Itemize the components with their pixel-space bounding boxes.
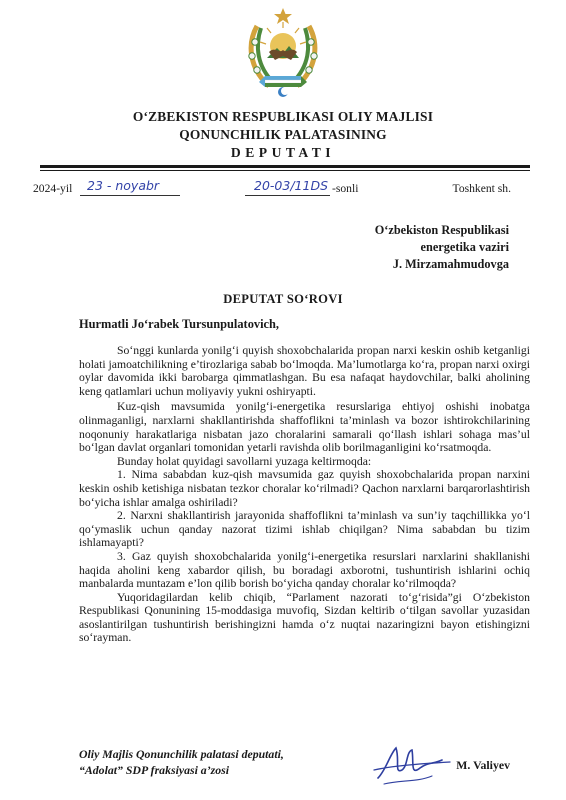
question-3: 3. Gaz quyish shoxobchalarida yonilg‘i-energetika resurslari narxlarini shakllanishi haqida aholini keng xabardor qilish, bu boradagi axborotni, tushuntirish ishlarini ochiq manbalarda muntazam e’lon qilib borish bo‘yicha qanday choralar ko‘rilmoqda? bbox=[79, 549, 530, 591]
header-divider-thin bbox=[40, 170, 530, 171]
document-meta-row bbox=[0, 178, 566, 202]
signatory-name: M. Valiyev bbox=[456, 758, 510, 772]
signature-title-block bbox=[79, 746, 284, 778]
header-line-3: DEPUTATI bbox=[230, 145, 336, 160]
addressee-line-2: energetika vaziri bbox=[420, 240, 509, 254]
document-body bbox=[79, 344, 530, 645]
header-line-2: QONUNCHILIK PALATASINING bbox=[179, 127, 387, 142]
document-title: DEPUTAT SO‘ROVI bbox=[223, 292, 343, 306]
paragraph-request: Yuqoridagilardan kelib chiqib, “Parlament nazorati to‘g‘risida”gi O‘zbekiston Respublikasi Qonunining 15-moddasiga muvofiq, Sizdan keltirib o‘tilgan savollar yuzasidan asoslantirilgan tushuntirish berishingizni hamda o‘z nuqtai nazaringizni bayon etishingizni so‘rayman. bbox=[79, 590, 530, 645]
state-emblem-icon bbox=[243, 6, 323, 98]
paragraph-questions-intro: Bunday holat quyidagi savollarni yuzaga keltirmoqda: bbox=[117, 454, 372, 468]
addressee-line-3: J. Mirzamahmudovga bbox=[392, 257, 509, 271]
greeting: Hurmatli Jo‘rabek Tursunpulatovich, bbox=[79, 317, 280, 331]
document-year: 2024-yil bbox=[33, 182, 73, 195]
number-underline bbox=[245, 195, 330, 196]
signature-title-line-2: “Adolat” SDP fraksiyasi a’zosi bbox=[79, 763, 229, 777]
date-underline bbox=[80, 195, 180, 196]
document-city: Toshkent sh. bbox=[452, 182, 511, 195]
document-number-suffix: -sonli bbox=[332, 182, 359, 195]
paragraph-intro: So‘nggi kunlarda yonilg‘i quyish shoxobchalarida propan narxi keskin oshib ketganligi holati jamoatchilikning e’tirozlariga sabab bo‘lmoqda. Ma’lumotlarga ko‘ra, propan narxi oxirgi oylar davomida ikki barobarga qimmatlashgan. Bu esa nafaqat haydovchilar, balki aholining keng qatlamlari uchun moliyaviy yukni oshiryapti. bbox=[79, 344, 530, 398]
document-number-handwritten: 20-03/11DS bbox=[254, 178, 328, 193]
question-2: 2. Narxni shakllantirish jarayonida shaffoflikni ta’minlash va sun’iy taqchillikka yo‘l qo‘ymaslik uchun qanday nazorat tizimi ishlab chiqilgan? Nima sababdan bu tizim ishlamayapti? bbox=[79, 509, 530, 550]
addressee-line-1: O‘zbekiston Respublikasi bbox=[374, 223, 509, 237]
handwritten-signature-icon bbox=[372, 740, 454, 790]
document-date-handwritten: 23 - noyabr bbox=[87, 178, 160, 193]
header-divider-thick bbox=[40, 165, 530, 168]
addressee-block bbox=[375, 222, 509, 273]
header-line-1: O‘ZBEKISTON RESPUBLIKASI OLIY MAJLISI bbox=[132, 109, 434, 124]
paragraph-analysis: Kuz-qish mavsumida yonilg‘i-energetika resurslariga ehtiyoj oshishi inobatga olinmaganligi, narxlarni shakllantirishda shaffoflikni ta’minlash va bozor ishtirokchilarining noqonuniy harakatlariga nisbatan jazo choralarini samarali qo‘llash ishlari sohaga mas’ul bo‘lgan davlat organlari tomonidan yetarli ravishda olib borilmaganligini ko‘rsatmoqda. bbox=[79, 400, 530, 455]
question-1: 1. Nima sababdan kuz-qish mavsumida gaz quyish shoxobchalarida propan narxini keskin oshib ketishiga nisbatan tezkor choralar ko‘rilmadi? Qachon narxlarni barqarorlashtirish bo‘yicha ishlar amalga oshiriladi? bbox=[79, 468, 530, 509]
signature-title-line-1: Oliy Majlis Qonunchilik palatasi deputati, bbox=[79, 747, 284, 761]
